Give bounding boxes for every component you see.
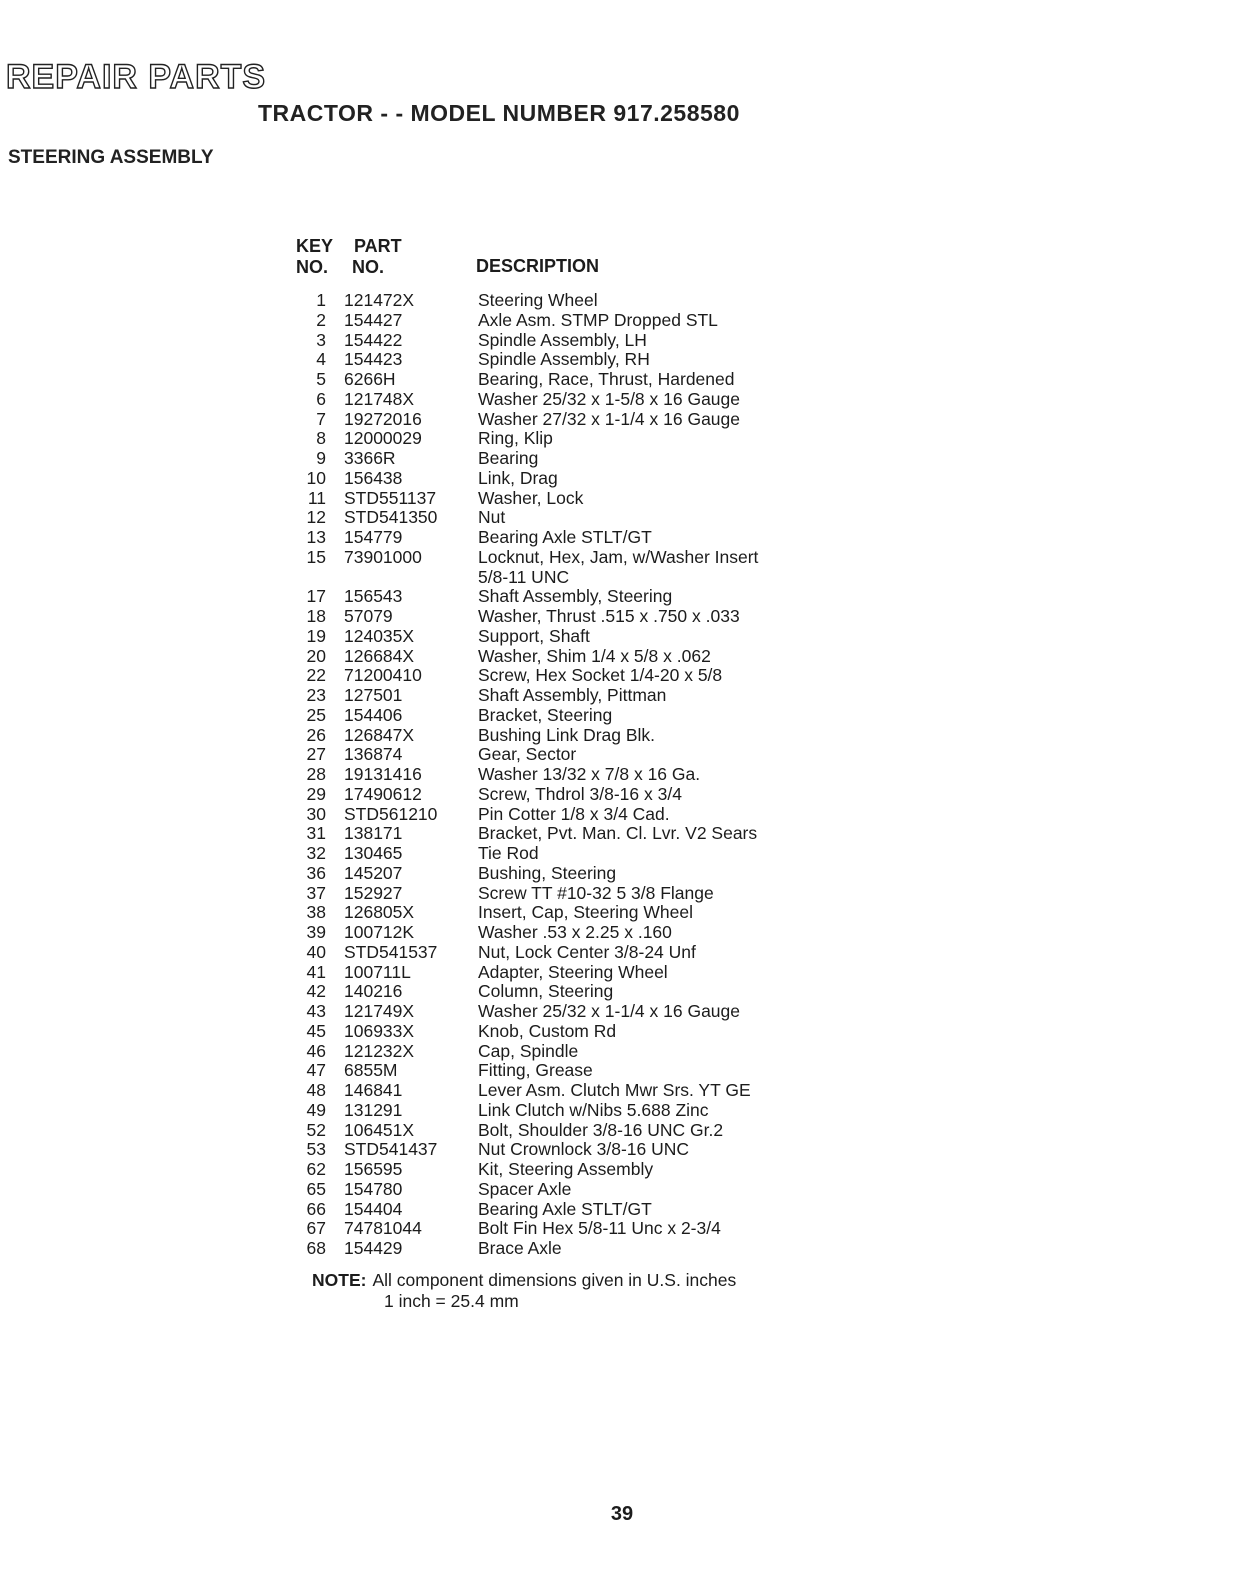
- table-row: [296, 942, 856, 962]
- part-description: Washer, Shim 1/4 x 5/8 x .062: [478, 645, 711, 666]
- model-subtitle: TRACTOR - - MODEL NUMBER 917.258580: [258, 100, 740, 126]
- part-number: STD551137: [344, 487, 437, 508]
- table-row: [296, 922, 856, 942]
- table-row: [296, 1041, 856, 1061]
- table-row: [296, 902, 856, 922]
- table-row: [296, 586, 856, 606]
- part-number: 154779: [344, 527, 403, 547]
- table-row: [296, 1100, 856, 1120]
- part-number: 156595: [344, 1159, 403, 1179]
- part-number: STD541350: [344, 507, 438, 528]
- section-title: STEERING ASSEMBLY: [8, 147, 214, 168]
- part-description: Bearing: [478, 448, 539, 468]
- description-header: DESCRIPTION: [476, 256, 600, 276]
- part-description: Insert, Cap, Steering Wheel: [478, 902, 693, 923]
- table-row: [296, 744, 856, 764]
- table-row: [296, 606, 856, 626]
- key-number: 62: [306, 1159, 326, 1179]
- table-row: [296, 468, 856, 488]
- key-number: 22: [306, 665, 326, 686]
- key-number: 30: [306, 803, 326, 824]
- part-number: 130465: [344, 843, 403, 863]
- part-number: 154423: [344, 349, 403, 370]
- part-description: Lever Asm. Clutch Mwr Srs. YT GE: [478, 1080, 751, 1100]
- note: [312, 1270, 736, 1312]
- part-description: Washer 25/32 x 1-5/8 x 16 Gauge: [478, 388, 741, 409]
- key-number: 43: [306, 1001, 326, 1021]
- part-description: Bracket, Pvt. Man. Cl. Lvr. V2 Sears: [478, 823, 758, 844]
- part-description: Washer, Lock: [478, 487, 584, 508]
- key-number: 1: [316, 290, 326, 310]
- key-number: 65: [306, 1178, 326, 1199]
- table-row: [296, 843, 856, 863]
- key-number: 10: [306, 467, 326, 488]
- part-number: 121748X: [344, 388, 415, 409]
- part-number: 3366R: [344, 448, 396, 468]
- part-description: Bolt Fin Hex 5/8-11 Unc x 2-3/4: [478, 1218, 721, 1239]
- key-number: 26: [306, 724, 326, 745]
- part-number: 136874: [344, 744, 403, 765]
- part-number: 131291: [344, 1099, 403, 1120]
- table-row: [296, 448, 856, 468]
- part-number: 140216: [344, 981, 403, 1002]
- part-description: Bearing, Race, Thrust, Hardened: [478, 369, 735, 389]
- part-number: 19272016: [344, 408, 422, 429]
- key-number: 29: [306, 783, 326, 804]
- part-description: Bushing, Steering: [478, 862, 617, 883]
- part-description: Spacer Axle: [478, 1178, 572, 1199]
- part-number: 106933X: [344, 1020, 415, 1041]
- part-description: Bolt, Shoulder 3/8-16 UNC Gr.2: [478, 1119, 724, 1140]
- table-row: [296, 685, 856, 705]
- part-number: 121232X: [344, 1040, 415, 1061]
- part-number: 138171: [344, 823, 403, 844]
- part-description: Nut, Lock Center 3/8-24 Unf: [478, 941, 696, 962]
- key-number: 67: [306, 1218, 326, 1239]
- part-number: 121472X: [344, 290, 415, 310]
- part-description: Washer 25/32 x 1-1/4 x 16 Gauge: [478, 1001, 741, 1021]
- key-number: 36: [306, 862, 326, 883]
- key-number: 37: [306, 882, 326, 903]
- part-description: Link, Drag: [478, 467, 558, 488]
- part-number: 6266H: [344, 369, 396, 389]
- part-number: 156543: [344, 586, 403, 607]
- part-number: 100711L: [344, 961, 411, 982]
- part-number: 74781044: [344, 1218, 422, 1239]
- part-number: 124035X: [344, 625, 415, 646]
- part-number: 126805X: [344, 902, 415, 923]
- table-row: [296, 981, 856, 1001]
- table-body: [296, 290, 856, 1258]
- part-description: Shaft Assembly, Pittman: [478, 685, 667, 705]
- part-number: 127501: [344, 685, 403, 705]
- part-description: Pin Cotter 1/8 x 3/4 Cad.: [478, 803, 670, 824]
- key-number: 8: [316, 428, 326, 449]
- part-number: 145207: [344, 862, 403, 883]
- table-row: [296, 1060, 856, 1080]
- part-description: Adapter, Steering Wheel: [478, 961, 668, 982]
- key-number: 3: [316, 329, 326, 350]
- part-number: STD541537: [344, 941, 438, 962]
- part-description: Washer .53 x 2.25 x .160: [478, 922, 672, 942]
- part-description: Nut: [478, 507, 506, 528]
- table-row: [296, 527, 856, 547]
- note-line2: 1 inch = 25.4 mm: [384, 1291, 519, 1311]
- part-number: 126847X: [344, 724, 415, 745]
- table-row: [296, 1139, 856, 1159]
- key-number: 40: [306, 941, 326, 962]
- part-number: 154422: [344, 329, 403, 350]
- key-number: 39: [306, 922, 326, 942]
- key-number: 45: [306, 1020, 326, 1041]
- key-header-line2: NO.: [296, 257, 329, 277]
- table-row: [296, 330, 856, 350]
- part-number: 154780: [344, 1178, 403, 1199]
- table-row: [296, 507, 856, 527]
- table-row: [296, 646, 856, 666]
- note-label: NOTE:: [312, 1270, 367, 1290]
- part-number: 154406: [344, 704, 403, 725]
- table-row: [296, 369, 856, 389]
- part-header-line2: NO.: [352, 257, 385, 277]
- key-number: 17: [306, 586, 326, 607]
- part-description: Bearing Axle STLT/GT: [478, 1198, 652, 1219]
- part-number: 106451X: [344, 1119, 415, 1140]
- part-description: Bushing Link Drag Blk.: [478, 724, 656, 745]
- part-description: Washer, Thrust .515 x .750 x .033: [478, 606, 740, 626]
- key-number: 9: [316, 448, 326, 468]
- part-description: Ring, Klip: [478, 428, 553, 449]
- key-number: 4: [316, 349, 326, 370]
- key-number: 6: [316, 388, 326, 409]
- part-description: Fitting, Grease: [478, 1060, 593, 1081]
- part-description: Axle Asm. STMP Dropped STL: [478, 309, 718, 330]
- table-row: [296, 764, 856, 784]
- part-description: Column, Steering: [478, 981, 614, 1002]
- part-description: Knob, Custom Rd: [478, 1020, 617, 1041]
- part-description: Shaft Assembly, Steering: [478, 586, 673, 607]
- table-header: [296, 236, 856, 282]
- table-row: [296, 1199, 856, 1219]
- part-description: Bracket, Steering: [478, 704, 613, 725]
- key-number: 28: [306, 764, 326, 784]
- part-header-line1: PART: [354, 236, 402, 256]
- key-number: 52: [306, 1119, 326, 1140]
- part-description: Steering Wheel: [478, 290, 598, 310]
- table-row: [296, 310, 856, 330]
- key-number: 46: [306, 1040, 326, 1061]
- part-number: 71200410: [344, 665, 422, 686]
- key-number: 47: [306, 1060, 326, 1081]
- key-number: 5: [316, 369, 326, 389]
- part-description: Kit, Steering Assembly: [478, 1159, 654, 1179]
- parts-table: [296, 236, 856, 1258]
- key-number: 15: [306, 546, 326, 567]
- table-row: [296, 1120, 856, 1140]
- key-number: 53: [306, 1139, 326, 1160]
- part-number: 146841: [344, 1080, 403, 1100]
- table-row: [296, 567, 856, 587]
- part-description: Brace Axle: [478, 1238, 562, 1258]
- part-description: Screw, Hex Socket 1/4-20 x 5/8: [478, 665, 723, 686]
- part-number: 73901000: [344, 546, 422, 567]
- part-number: 156438: [344, 467, 403, 488]
- table-row: [296, 962, 856, 982]
- part-number: 6855M: [344, 1060, 398, 1081]
- part-number: 154429: [344, 1238, 403, 1258]
- key-number: 11: [307, 487, 326, 508]
- key-number: 13: [306, 527, 326, 547]
- table-row: [296, 547, 856, 567]
- table-row: [296, 1179, 856, 1199]
- table-row: [296, 804, 856, 824]
- table-row: [296, 784, 856, 804]
- key-number: 27: [306, 744, 326, 765]
- key-number: 2: [316, 309, 326, 330]
- key-number: 31: [306, 823, 326, 844]
- part-number: 57079: [344, 606, 393, 626]
- part-number: 121749X: [344, 1001, 415, 1021]
- part-description: Screw TT #10-32 5 3/8 Flange: [478, 882, 714, 903]
- key-number: 19: [306, 625, 326, 646]
- table-row: [296, 863, 856, 883]
- key-number: 32: [306, 843, 326, 863]
- part-description: Locknut, Hex, Jam, w/Washer Insert: [478, 546, 759, 567]
- page-title: REPAIR PARTS: [6, 58, 267, 96]
- note-line1: All component dimensions given in U.S. inches: [372, 1270, 737, 1290]
- table-row: [296, 1080, 856, 1100]
- part-description: Screw, Thdrol 3/8-16 x 3/4: [478, 783, 682, 804]
- key-number: 38: [306, 902, 326, 923]
- table-row: [296, 409, 856, 429]
- part-description: Washer 13/32 x 7/8 x 16 Ga.: [478, 764, 701, 784]
- part-description: 5/8-11 UNC: [478, 566, 570, 587]
- table-row: [296, 290, 856, 310]
- part-description: Washer 27/32 x 1-1/4 x 16 Gauge: [478, 408, 741, 429]
- part-number: STD541437: [344, 1139, 438, 1160]
- part-description: Nut Crownlock 3/8-16 UNC: [478, 1139, 690, 1160]
- table-row: [296, 626, 856, 646]
- key-number: 68: [306, 1238, 326, 1258]
- key-number: 23: [306, 685, 326, 705]
- part-description: Tie Rod: [478, 843, 539, 863]
- part-number: 154404: [344, 1198, 403, 1219]
- part-number: 19131416: [344, 764, 422, 784]
- part-description: Gear, Sector: [478, 744, 577, 765]
- part-description: Support, Shaft: [478, 625, 590, 646]
- part-description: Bearing Axle STLT/GT: [478, 527, 652, 547]
- table-row: [296, 488, 856, 508]
- key-number: 66: [306, 1198, 326, 1219]
- part-number: 154427: [344, 309, 403, 330]
- page-number: 39: [610, 1503, 634, 1525]
- table-row: [296, 883, 856, 903]
- part-number: 126684X: [344, 645, 415, 666]
- table-row: [296, 389, 856, 409]
- key-number: 7: [316, 408, 326, 429]
- part-number: 17490612: [344, 783, 422, 804]
- part-number: STD561210: [344, 803, 438, 824]
- part-description: Link Clutch w/Nibs 5.688 Zinc: [478, 1099, 709, 1120]
- table-row: [296, 725, 856, 745]
- key-number: 25: [306, 704, 326, 725]
- key-number: 49: [306, 1099, 326, 1120]
- part-number: 12000029: [344, 428, 422, 449]
- key-number: 41: [306, 961, 326, 982]
- table-row: [296, 1021, 856, 1041]
- table-row: [296, 1218, 856, 1238]
- key-number: 20: [306, 645, 326, 666]
- table-row: [296, 705, 856, 725]
- key-number: 18: [306, 606, 326, 626]
- part-number: 100712K: [344, 922, 415, 942]
- table-row: [296, 428, 856, 448]
- part-description: Cap, Spindle: [478, 1040, 579, 1061]
- key-number: 12: [306, 507, 326, 528]
- table-row: [296, 1159, 856, 1179]
- key-header-line1: KEY: [296, 236, 334, 256]
- table-row: [296, 665, 856, 685]
- part-number: 152927: [344, 882, 403, 903]
- table-row: [296, 1001, 856, 1021]
- table-row: [296, 1238, 856, 1258]
- table-row: [296, 823, 856, 843]
- key-number: 48: [306, 1080, 326, 1100]
- table-row: [296, 349, 856, 369]
- part-description: Spindle Assembly, RH: [478, 349, 650, 370]
- key-number: 42: [306, 981, 326, 1002]
- part-description: Spindle Assembly, LH: [478, 329, 647, 350]
